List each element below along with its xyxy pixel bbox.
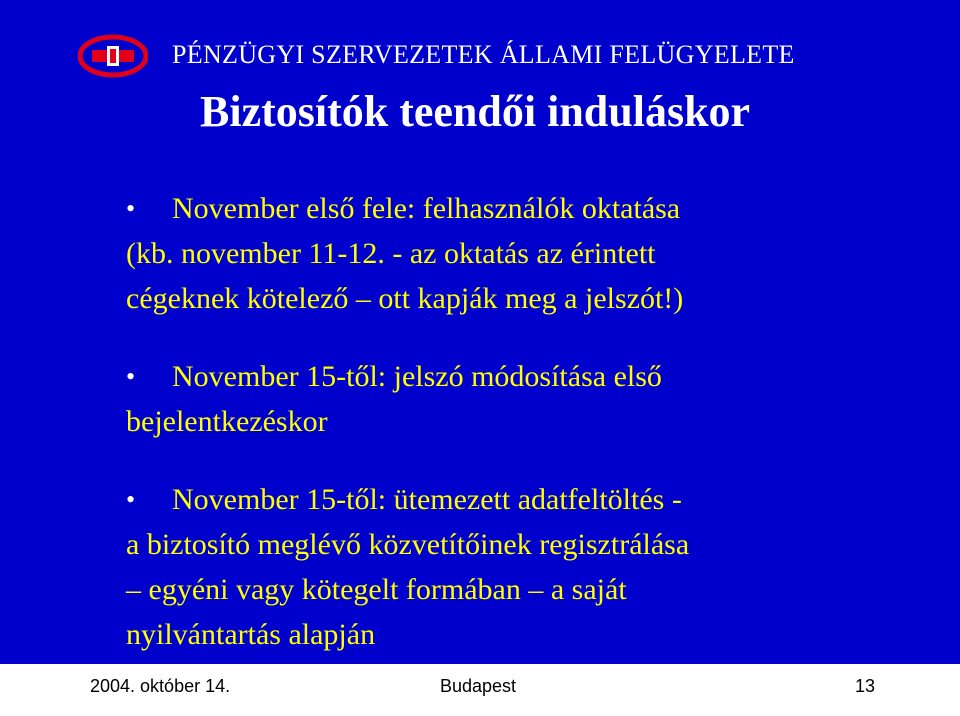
bullet-line: nyilvántartás alapján [126, 618, 376, 651]
slide-footer [0, 664, 960, 716]
bullet-line: (kb. november 11-12. - az oktatás az érintett [126, 237, 656, 270]
bullet-line: November 15-től: ütemezett adatfeltöltés - [172, 483, 682, 516]
bullet-dot-icon: • [126, 485, 136, 514]
slide-content [126, 186, 926, 690]
psZaf-logo-icon [78, 34, 148, 78]
bullet-line: bejelentkezéskor [126, 405, 328, 438]
bullet-line: – egyéni vagy kötegelt formában – a saját [126, 573, 627, 606]
footer-date: 2004. október 14. [90, 676, 231, 696]
organization-name: PÉNZÜGYI SZERVEZETEK ÁLLAMI FELÜGYELETE [172, 40, 795, 69]
bullet-line: November első fele: felhasználók oktatása [172, 192, 681, 225]
bullet-line: November 15-től: jelszó módosítása első [172, 360, 662, 393]
bullet-line: cégeknek kötelező – ott kapják meg a jelszót!) [126, 282, 684, 315]
page-number: 13 [855, 676, 876, 696]
bullet-dot-icon: • [126, 362, 136, 391]
bullet-item [126, 477, 926, 657]
bullet-line: a biztosító meglévő közvetítőinek regisztrálása [126, 528, 690, 561]
bullet-dot-icon: • [126, 194, 136, 223]
bullet-item [126, 354, 926, 444]
slide-title: Biztosítók teendői induláskor [200, 87, 751, 136]
bullet-item [126, 186, 926, 321]
footer-place: Budapest [440, 676, 517, 696]
header-band [0, 0, 960, 88]
